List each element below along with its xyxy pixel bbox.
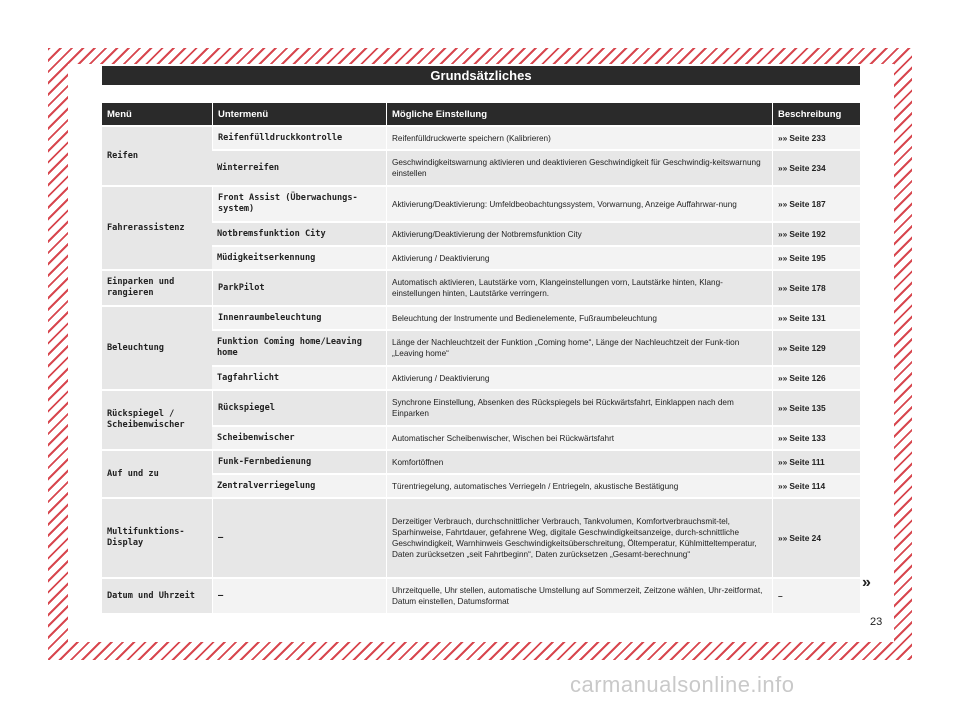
- ref-arrow-icon: »»: [778, 228, 788, 239]
- table-row: [102, 127, 860, 149]
- page-ref-cell: [772, 223, 860, 245]
- table-row: [102, 391, 860, 425]
- setting-cell: Automatischer Scheibenwischer, Wischen bei Rückwärtsfahrt: [386, 427, 772, 449]
- setting-cell: Länge der Nachleuchtzeit der Funktion „Coming home“, Länge der Nachleuchtzeit der Funk-tion „Leaving home“: [386, 331, 772, 365]
- submenu-cell: Innenraumbeleuchtung: [212, 307, 386, 329]
- menu-cell: Einparken und rangieren: [102, 271, 212, 305]
- submenu-cell: Müdigkeitserkennung: [212, 247, 386, 269]
- submenu-cell: Front Assist (Überwachungs-system): [212, 187, 386, 221]
- ref-arrow-icon: »»: [778, 480, 788, 491]
- setting-cell: Uhrzeitquelle, Uhr stellen, automatische Umstellung auf Sommerzeit, Zeitzone wählen, Uhr-zeitformat, Datum einstellen, Datumsformat: [386, 579, 772, 613]
- submenu-cell: –: [212, 579, 386, 613]
- setting-cell: Komfortöffnen: [386, 451, 772, 473]
- setting-cell: Geschwindigkeitswarnung aktivieren und deaktivieren Geschwindigkeit für Geschwindig-keitswarnung einstellen: [386, 151, 772, 185]
- page-ref-cell: [772, 151, 860, 185]
- submenu-cell: ParkPilot: [212, 271, 386, 305]
- ref-arrow-icon: »»: [778, 252, 788, 263]
- page-ref: –: [778, 590, 783, 601]
- ref-arrow-icon: »»: [778, 532, 788, 543]
- submenu-cell: Reifenfülldruckkontrolle: [212, 127, 386, 149]
- menu-cell: Datum und Uhrzeit: [102, 579, 212, 613]
- ref-arrow-icon: »»: [778, 312, 788, 323]
- menu-cell: Reifen: [102, 127, 212, 185]
- menu-cell: Fahrerassistenz: [102, 187, 212, 269]
- setting-cell: Derzeitiger Verbrauch, durchschnittlicher Verbrauch, Tankvolumen, Komfortverbrauchsmit-tel, Sparhinweise, Fahrtdauer, gefahrene Weg, digitale Geschwindigkeitsanzeige, durch-schnittliche Geschwindigkeit, Warnhinweis Geschwindigkeitsüberschreitung, Öltemperatur, Kühlmitteltemperatur, Daten zurücksetzen „seit Fahrtbeginn“, Daten zurücksetzen „Gesamt-berechnung“: [386, 499, 772, 577]
- table-row: [102, 579, 860, 613]
- table-row: [102, 427, 860, 449]
- table-row: [102, 151, 860, 185]
- page-ref: Seite 131: [789, 312, 826, 323]
- submenu-cell: Rückspiegel: [212, 391, 386, 425]
- table-row: [102, 367, 860, 389]
- ref-arrow-icon: »»: [778, 342, 788, 353]
- page-ref: Seite 24: [789, 532, 821, 543]
- page-ref: Seite 133: [789, 432, 826, 443]
- ref-arrow-icon: »»: [778, 162, 788, 173]
- page-ref-cell: [772, 499, 860, 577]
- submenu-cell: Zentralverriegelung: [212, 475, 386, 497]
- submenu-cell: Scheibenwischer: [212, 427, 386, 449]
- table-row: [102, 307, 860, 329]
- page-number: 23: [870, 616, 883, 628]
- submenu-cell: Funk-Fernbedienung: [212, 451, 386, 473]
- section-title: Grundsätzliches: [102, 66, 860, 85]
- page-ref-cell: [772, 475, 860, 497]
- page-ref-cell: [772, 427, 860, 449]
- page-ref: Seite 111: [789, 456, 825, 467]
- page-ref-cell: [772, 451, 860, 473]
- setting-cell: Synchrone Einstellung, Absenken des Rückspiegels bei Rückwärtsfahrt, Einklappen nach dem Einparken: [386, 391, 772, 425]
- setting-cell: Reifenfülldruckwerte speichern (Kalibrieren): [386, 127, 772, 149]
- menu-cell: Multifunktions-Display: [102, 499, 212, 577]
- submenu-cell: Funktion Coming home/Leaving home: [212, 331, 386, 365]
- table-row: [102, 223, 860, 245]
- submenu-cell: Tagfahrlicht: [212, 367, 386, 389]
- page-ref: Seite 233: [789, 132, 826, 143]
- page-ref-cell: [772, 307, 860, 329]
- menu-cell: Rückspiegel / Scheibenwischer: [102, 391, 212, 449]
- settings-table: [102, 101, 860, 615]
- page-ref: Seite 178: [789, 282, 826, 293]
- submenu-cell: –: [212, 499, 386, 577]
- page-ref-cell: [772, 187, 860, 221]
- ref-arrow-icon: »»: [778, 132, 788, 143]
- submenu-cell: Winterreifen: [212, 151, 386, 185]
- page-ref: Seite 234: [789, 162, 826, 173]
- page-ref-cell: [772, 331, 860, 365]
- table-header: [102, 103, 860, 125]
- ref-arrow-icon: »»: [778, 402, 788, 413]
- menu-cell: Auf und zu: [102, 451, 212, 497]
- page-ref-cell: [772, 271, 860, 305]
- table-row: [102, 475, 860, 497]
- page-ref-cell: [772, 391, 860, 425]
- header-description: Beschreibung: [772, 103, 860, 125]
- page-ref: Seite 114: [789, 480, 826, 491]
- ref-arrow-icon: »»: [778, 372, 788, 383]
- submenu-cell: Notbremsfunktion City: [212, 223, 386, 245]
- setting-cell: Aktivierung / Deaktivierung: [386, 367, 772, 389]
- setting-cell: Automatisch aktivieren, Lautstärke vorn, Klangeinstellungen vorn, Lautstärke hinten, Klang-einstellungen hinten, Lautstärke verringern.: [386, 271, 772, 305]
- header-submenu: Untermenü: [212, 103, 386, 125]
- setting-cell: Aktivierung/Deaktivierung der Notbremsfunktion City: [386, 223, 772, 245]
- ref-arrow-icon: »»: [778, 456, 788, 467]
- table-row: [102, 247, 860, 269]
- header-menu: Menü: [102, 103, 212, 125]
- page-ref-cell: [772, 579, 860, 613]
- menu-cell: Beleuchtung: [102, 307, 212, 389]
- page-ref: Seite 195: [789, 252, 826, 263]
- setting-cell: Türentriegelung, automatisches Verriegeln / Entriegeln, akustische Bestätigung: [386, 475, 772, 497]
- page-ref: Seite 187: [789, 198, 826, 209]
- page-ref: Seite 126: [789, 372, 826, 383]
- page-ref: Seite 129: [789, 342, 826, 353]
- watermark: carmanualsonline.info: [570, 672, 795, 697]
- setting-cell: Aktivierung / Deaktivierung: [386, 247, 772, 269]
- continue-arrow-icon: »: [862, 574, 871, 591]
- ref-arrow-icon: »»: [778, 432, 788, 443]
- ref-arrow-icon: »»: [778, 198, 788, 209]
- setting-cell: Beleuchtung der Instrumente und Bedienelemente, Fußraumbeleuchtung: [386, 307, 772, 329]
- page-ref: Seite 135: [789, 402, 826, 413]
- table-row: [102, 451, 860, 473]
- page-ref-cell: [772, 247, 860, 269]
- ref-arrow-icon: »»: [778, 282, 788, 293]
- table-row: [102, 331, 860, 365]
- setting-cell: Aktivierung/Deaktivierung: Umfeldbeobachtungssystem, Vorwarnung, Anzeige Auffahrwar-nung: [386, 187, 772, 221]
- page-ref-cell: [772, 367, 860, 389]
- table-row: [102, 499, 860, 577]
- header-setting: Mögliche Einstellung: [386, 103, 772, 125]
- table-row: [102, 187, 860, 221]
- table-row: [102, 271, 860, 305]
- page-ref-cell: [772, 127, 860, 149]
- page-ref: Seite 192: [789, 228, 826, 239]
